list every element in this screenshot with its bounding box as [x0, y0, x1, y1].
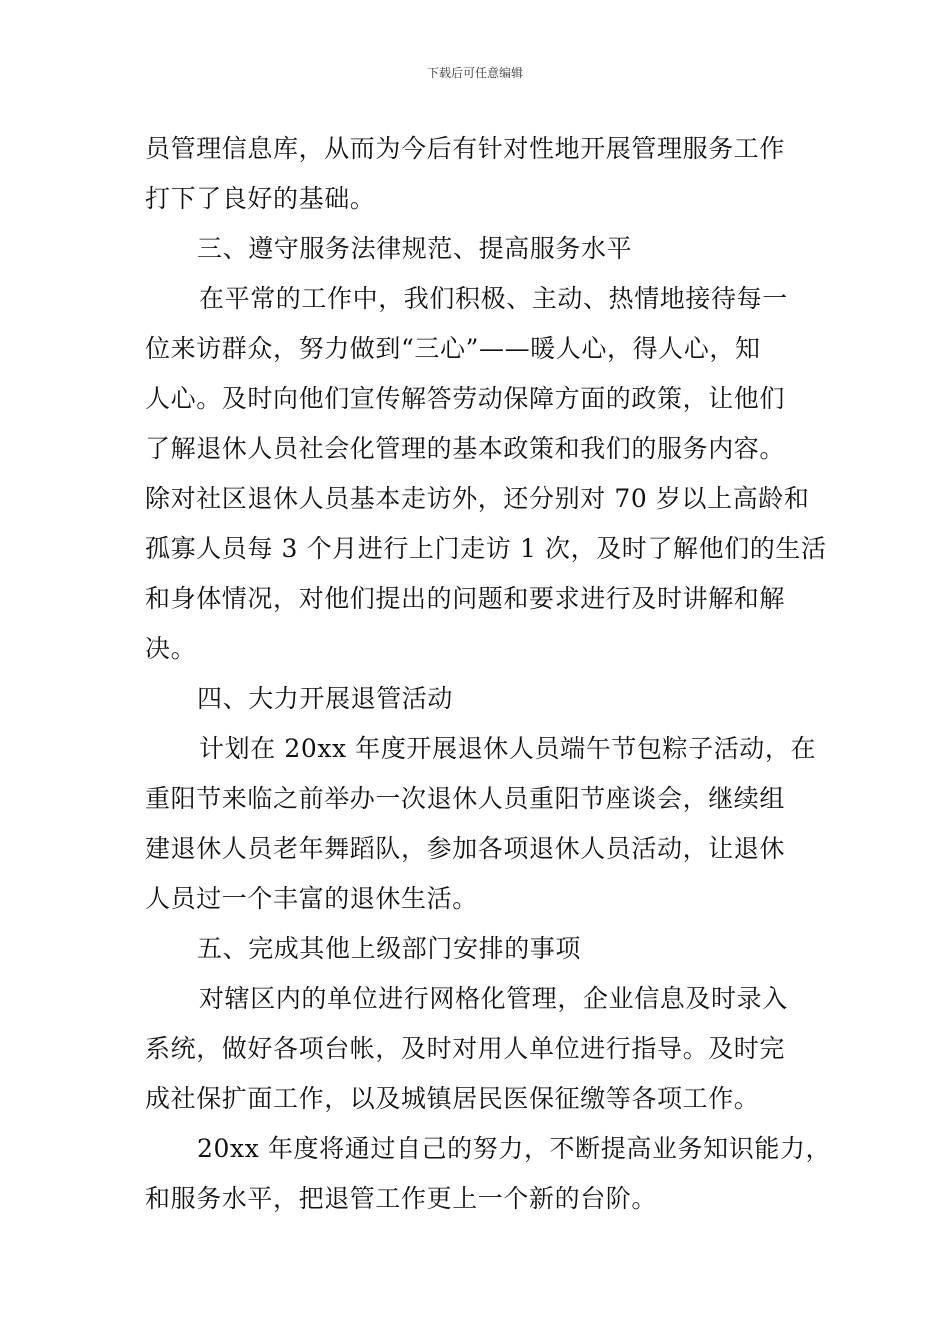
section-heading: 三、遵守服务法律规范、提高服务水平	[197, 234, 633, 263]
page-header: 下载后可任意编辑	[426, 66, 523, 80]
body-line: 计划在 20xx 年度开展退休人员端午节包粽子活动，在	[199, 734, 817, 763]
body-line: 打下了良好的基础。	[145, 184, 376, 213]
body-line: 在平常的工作中，我们积极、主动、热情地接待每一	[199, 284, 788, 313]
body-line: 员管理信息库，从而为今后有针对性地开展管理服务工作	[145, 134, 786, 163]
body-line: 和身体情况，对他们提出的问题和要求进行及时讲解和解	[145, 584, 786, 613]
body-line: 和服务水平，把退管工作更上一个新的台阶。	[145, 1184, 658, 1213]
body-line: 孤寡人员每 3 个月进行上门走访 1 次，及时了解他们的生活	[145, 534, 827, 563]
body-line: 位来访群众，努力做到“三心”——暖人心，得人心，知	[145, 334, 761, 363]
body-line: 了解退休人员社会化管理的基本政策和我们的服务内容。	[145, 434, 786, 463]
body-line: 除对社区退休人员基本走访外，还分别对 70 岁以上高龄和	[145, 484, 810, 513]
body-line: 建退休人员老年舞蹈队，参加各项退休人员活动，让退休	[145, 834, 786, 863]
section-heading: 四、大力开展退管活动	[197, 684, 454, 713]
body-line: 决。	[145, 634, 197, 663]
section-heading: 五、完成其他上级部门安排的事项	[197, 934, 582, 963]
body-line: 成社保扩面工作，以及城镇居民医保征缴等各项工作。	[145, 1084, 760, 1113]
body-line: 人心。及时向他们宣传解答劳动保障方面的政策，让他们	[145, 384, 786, 413]
body-line: 20xx 年度将通过自己的努力，不断提高业务知识能力，	[197, 1134, 832, 1163]
body-line: 人员过一个丰富的退休生活。	[145, 884, 478, 913]
body-line: 对辖区内的单位进行网格化管理，企业信息及时录入	[199, 984, 788, 1013]
body-line: 重阳节来临之前举办一次退休人员重阳节座谈会，继续组	[145, 784, 786, 813]
body-line: 系统，做好各项台帐，及时对用人单位进行指导。及时完	[145, 1034, 786, 1063]
